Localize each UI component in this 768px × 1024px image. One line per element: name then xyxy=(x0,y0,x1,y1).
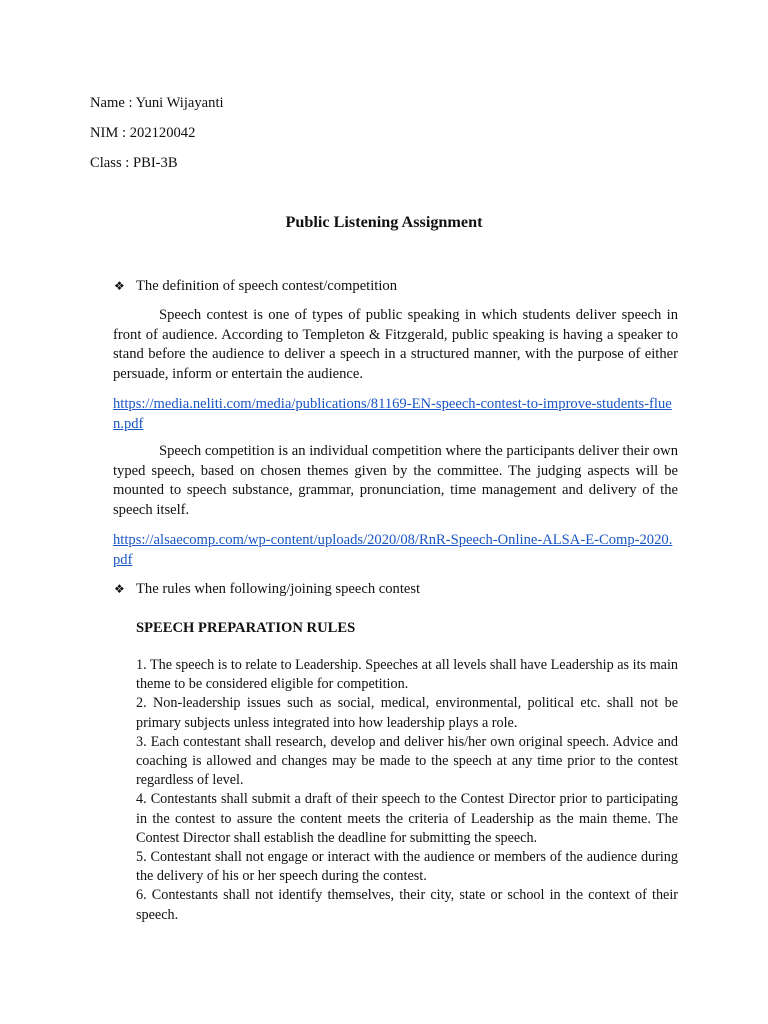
rule-item: 6. Contestants shall not identify themselves, their city, state or school in the context of their speech. xyxy=(136,887,678,923)
four-diamond-bullet-icon: ❖ xyxy=(114,582,125,596)
rule-item: 2. Non-leadership issues such as social, medical, environmental, political etc. shall not be primary subjects unless integrated into how leadership plays a role. xyxy=(136,695,678,731)
bullet-rules-text: The rules when following/joining speech contest xyxy=(136,581,421,597)
four-diamond-bullet-icon: ❖ xyxy=(114,279,125,293)
rule-item: 5. Contestant shall not engage or interact with the audience or members of the audience during the delivery of his or her speech during the contest. xyxy=(136,849,678,885)
definition-paragraph-1: Speech contest is one of types of public speaking in which students deliver speech in front of audience. According to Templeton & Fitzgerald, public speaking is having a speaker to stand before the audience to deliver a speech in a structured manner, with the purpose of either persuade, inform or entertain the audience. xyxy=(113,307,678,382)
document-title: Public Listening Assignment xyxy=(285,213,483,231)
bullet-rules xyxy=(114,580,679,598)
student-name: Name : Yuni Wijayanti xyxy=(90,95,224,111)
student-nim: NIM : 202120042 xyxy=(90,125,196,141)
reference-link-1[interactable]: https://media.neliti.com/media/publications/81169-EN-speech-contest-to-improve-students-fluen.pdf xyxy=(113,396,672,432)
bullet-definition xyxy=(114,277,679,295)
definition-paragraph-2: Speech competition is an individual competition where the participants deliver their own typed speech, based on chosen themes given by the committee. The judging aspects will be mounted to speech substance, grammar, pronunciation, time management and delivery of the speech itself. xyxy=(113,443,678,518)
bullet-definition-text: The definition of speech contest/competition xyxy=(136,278,397,294)
reference-link-2[interactable]: https://alsaecomp.com/wp-content/uploads/2020/08/RnR-Speech-Online-ALSA-E-Comp-2020.pdf xyxy=(113,532,673,568)
speech-preparation-rules-heading: SPEECH PREPARATION RULES xyxy=(136,620,356,636)
rule-item: 1. The speech is to relate to Leadership. Speeches at all levels shall have Leadership as its main theme to be considered eligible for competition. xyxy=(136,657,678,693)
student-class: Class : PBI-3B xyxy=(90,155,178,171)
rule-item: 3. Each contestant shall research, develop and deliver his/her own original speech. Advice and coaching is allowed and changes may be made to the speech at any time prior to the contest regardless of level. xyxy=(136,733,678,789)
rules-list xyxy=(136,656,678,925)
rule-item: 4. Contestants shall submit a draft of their speech to the Contest Director prior to participating in the contest to assure the content meets the criteria of Leadership as the main theme. The Contest Director shall establish the deadline for submitting the speech. xyxy=(136,791,678,846)
